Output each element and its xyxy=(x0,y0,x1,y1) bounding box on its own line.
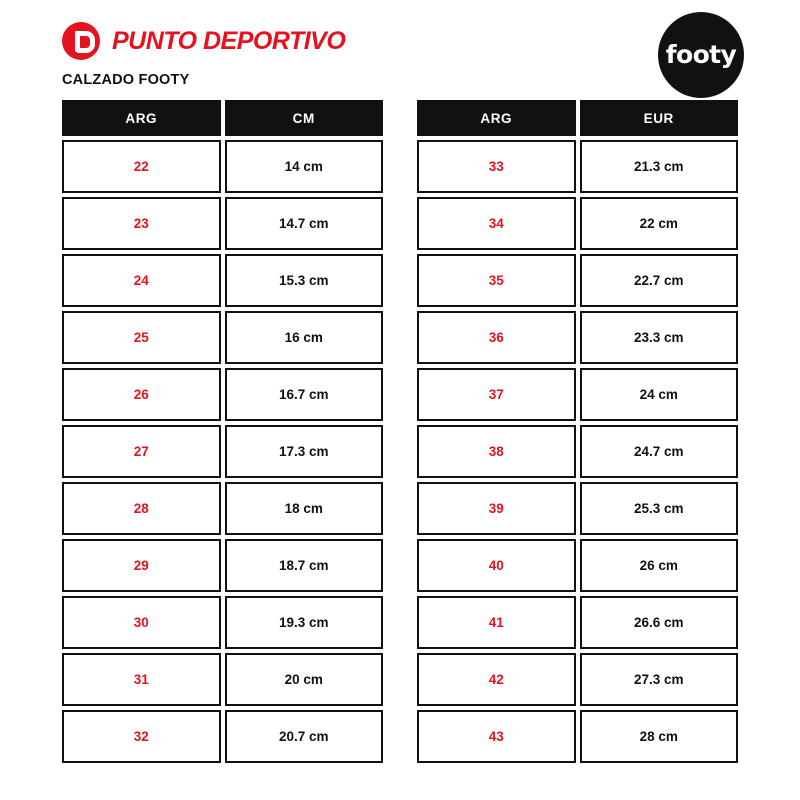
cell-measure: 21.3 cm xyxy=(580,140,739,193)
cell-arg: 23 xyxy=(62,197,221,250)
cell-measure: 23.3 cm xyxy=(580,311,739,364)
table-row xyxy=(62,140,383,193)
cell-measure: 20.7 cm xyxy=(225,710,384,763)
cell-measure: 17.3 cm xyxy=(225,425,384,478)
table-row xyxy=(417,596,738,649)
table-row xyxy=(417,197,738,250)
cell-measure: 15.3 cm xyxy=(225,254,384,307)
cell-arg: 25 xyxy=(62,311,221,364)
cell-measure: 26 cm xyxy=(580,539,739,592)
cell-measure: 24.7 cm xyxy=(580,425,739,478)
cell-arg: 33 xyxy=(417,140,576,193)
table-row xyxy=(417,539,738,592)
cell-measure: 19.3 cm xyxy=(225,596,384,649)
cell-arg: 36 xyxy=(417,311,576,364)
cell-arg: 24 xyxy=(62,254,221,307)
column-header: ARG xyxy=(62,100,221,136)
table-row xyxy=(417,254,738,307)
cell-measure: 25.3 cm xyxy=(580,482,739,535)
footy-round-logo xyxy=(658,12,744,98)
cell-arg: 41 xyxy=(417,596,576,649)
page-title: CALZADO FOOTY xyxy=(62,72,190,88)
table-row xyxy=(417,311,738,364)
cell-measure: 27.3 cm xyxy=(580,653,739,706)
cell-arg: 26 xyxy=(62,368,221,421)
cell-arg: 32 xyxy=(62,710,221,763)
table-row xyxy=(62,710,383,763)
cell-measure: 22 cm xyxy=(580,197,739,250)
cell-measure: 18 cm xyxy=(225,482,384,535)
cell-arg: 27 xyxy=(62,425,221,478)
cell-arg: 29 xyxy=(62,539,221,592)
kids-table xyxy=(62,100,383,763)
column-header: EUR xyxy=(580,100,739,136)
cell-arg: 35 xyxy=(417,254,576,307)
cell-arg: 28 xyxy=(62,482,221,535)
table-row xyxy=(417,710,738,763)
column-header: CM xyxy=(225,100,384,136)
cell-arg: 31 xyxy=(62,653,221,706)
cell-arg: 39 xyxy=(417,482,576,535)
table-row xyxy=(62,368,383,421)
table-row xyxy=(62,197,383,250)
table-row xyxy=(417,425,738,478)
brand-name: PUNTO DEPORTIVO xyxy=(112,26,346,55)
cell-arg: 42 xyxy=(417,653,576,706)
punto-deportivo-p-icon xyxy=(62,22,100,60)
table-row xyxy=(62,254,383,307)
table-row xyxy=(417,140,738,193)
cell-arg: 38 xyxy=(417,425,576,478)
cell-measure: 14.7 cm xyxy=(225,197,384,250)
adult-table-header xyxy=(417,100,738,136)
cell-arg: 37 xyxy=(417,368,576,421)
table-row xyxy=(62,653,383,706)
kids-table-header xyxy=(62,100,383,136)
size-tables xyxy=(62,100,738,763)
column-header: ARG xyxy=(417,100,576,136)
cell-arg: 22 xyxy=(62,140,221,193)
cell-measure: 28 cm xyxy=(580,710,739,763)
cell-measure: 24 cm xyxy=(580,368,739,421)
table-row xyxy=(417,368,738,421)
cell-measure: 16 cm xyxy=(225,311,384,364)
cell-arg: 30 xyxy=(62,596,221,649)
cell-measure: 14 cm xyxy=(225,140,384,193)
page-header xyxy=(62,22,738,92)
brand-row xyxy=(62,22,738,60)
table-row xyxy=(417,482,738,535)
cell-measure: 16.7 cm xyxy=(225,368,384,421)
cell-measure: 22.7 cm xyxy=(580,254,739,307)
footy-logo-label: footy xyxy=(665,39,737,69)
adult-table xyxy=(417,100,738,763)
table-row xyxy=(62,425,383,478)
cell-measure: 20 cm xyxy=(225,653,384,706)
cell-measure: 18.7 cm xyxy=(225,539,384,592)
cell-arg: 40 xyxy=(417,539,576,592)
table-row xyxy=(62,311,383,364)
table-row xyxy=(62,482,383,535)
table-row xyxy=(62,539,383,592)
table-row xyxy=(417,653,738,706)
cell-arg: 43 xyxy=(417,710,576,763)
cell-arg: 34 xyxy=(417,197,576,250)
cell-measure: 26.6 cm xyxy=(580,596,739,649)
table-row xyxy=(62,596,383,649)
